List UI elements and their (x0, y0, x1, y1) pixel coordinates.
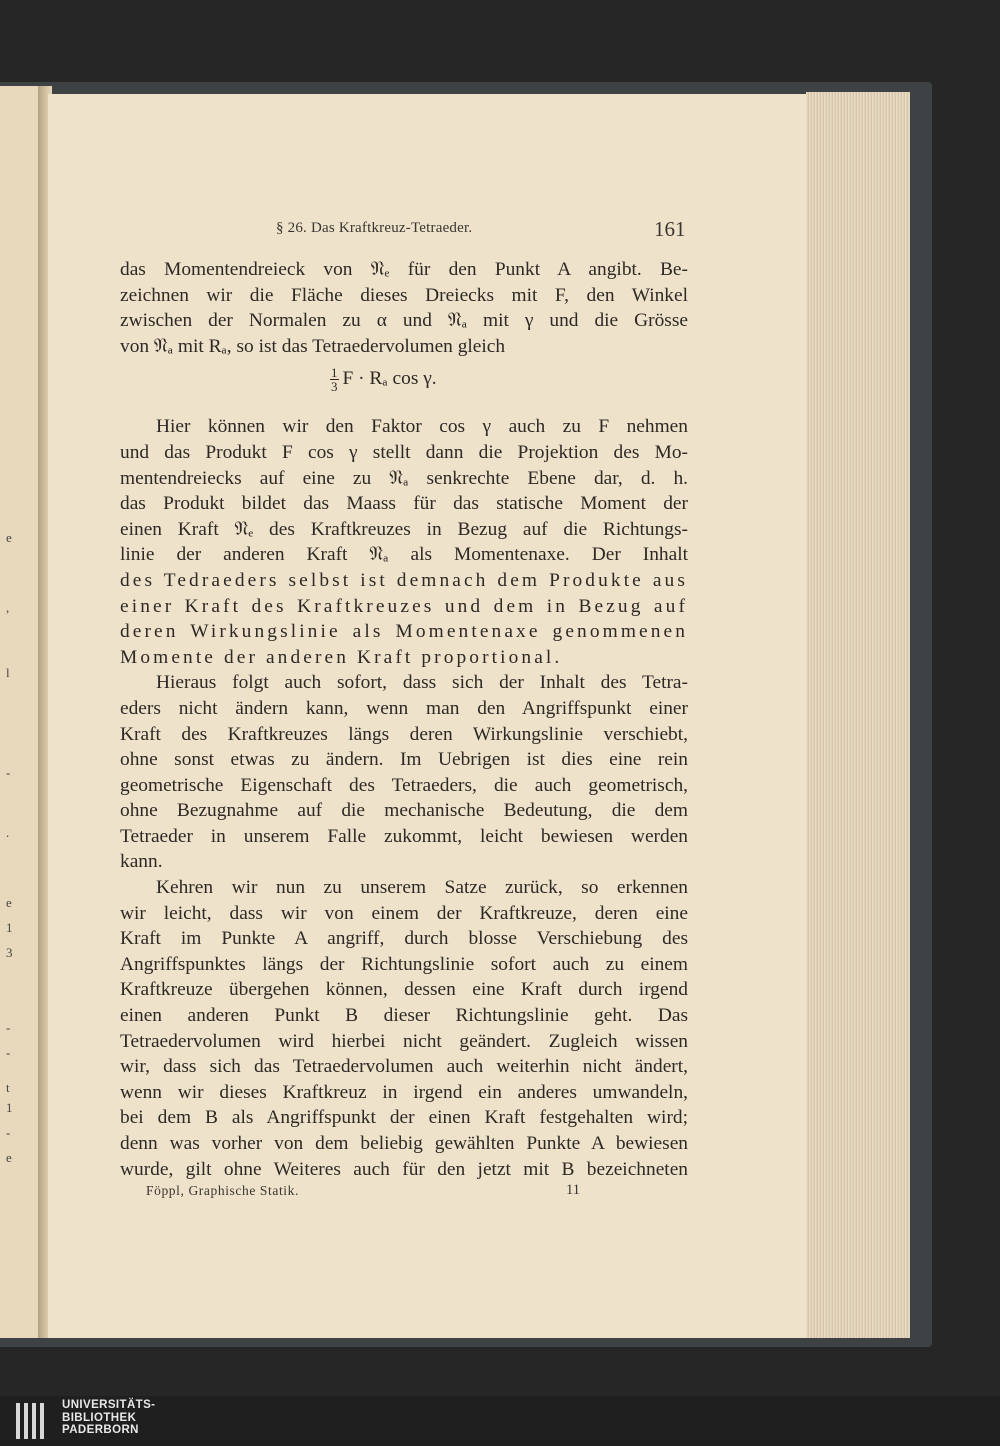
text-line: wir leicht, dass wir von einem der Kraftkreuze, deren eine (120, 902, 688, 924)
page-number: 161 (654, 217, 686, 241)
library-name-line: PADERBORN (62, 1424, 139, 1436)
text-line: Momente der anderen Kraft proportional. (120, 646, 563, 668)
margin-fragment: t (6, 1080, 10, 1095)
text-line: wenn wir dieses Kraftkreuz in irgend ein anderes umwandeln, (120, 1081, 688, 1103)
margin-fragment: . (6, 825, 10, 840)
page-edges (806, 92, 910, 1338)
text-line: einen anderen Punkt B dieser Richtungslinie geht. Das (120, 1005, 688, 1027)
text-line: und das Produkt F cos γ stellt dann die Projektion des Mo- (120, 441, 688, 463)
text-line: zwischen der Normalen zu α und 𝔑ₐ mit γ und die Grösse (120, 310, 688, 332)
fraction-numerator: 1 (331, 365, 338, 380)
library-name-line: BIBLIOTHEK (62, 1411, 137, 1424)
margin-fragment: 1 (6, 920, 13, 935)
text-line: Kraft des Kraftkreuzes längs deren Wirkungslinie verschiebt, (120, 723, 688, 745)
text-line: mentendreiecks auf eine zu 𝔑ₐ senkrechte Ebene dar, d. h. (120, 467, 688, 489)
text-line: bei dem B als Angriffspunkt der einen Kraft festgehalten wird; (120, 1107, 688, 1129)
margin-fragment: e (6, 895, 12, 910)
text-line: geometrische Eigenschaft des Tetraeders, die auch geometrisch, (120, 774, 688, 796)
page-footer (0, 1183, 1000, 1203)
text-line: von 𝔑ₐ mit Rₐ, so ist das Tetraedervolumen gleich (120, 335, 506, 357)
margin-fragment: e (6, 530, 12, 545)
margin-fragment: 3 (6, 945, 13, 960)
text-line: Kraft im Punkte A angriff, durch blosse Verschiebung des (120, 928, 688, 950)
text-line: linie der anderen Kraft 𝔑ₐ als Momentenaxe. Der Inhalt (120, 544, 688, 566)
text-line: Kraftkreuze übergehen können, dessen eine Kraft durch irgend (120, 979, 688, 1001)
margin-fragment: - (6, 1020, 11, 1035)
text-line: zeichnen wir die Fläche dieses Dreiecks mit F, den Winkel (120, 284, 688, 306)
library-name-line: UNIVERSITÄTS- (62, 1399, 156, 1411)
text-line: das Momentendreieck von 𝔑ₑ für den Punkt A angibt. Be- (120, 259, 688, 280)
text-line: einen Kraft 𝔑ₑ des Kraftkreuzes in Bezug auf die Richtungs- (120, 518, 688, 540)
footer-author-title: Föppl, Graphische Statik. (146, 1183, 299, 1198)
margin-fragment: l (6, 665, 10, 680)
fraction-denominator: 3 (331, 379, 338, 394)
text-line: Hier können wir den Faktor cos γ auch zu F nehmen (156, 416, 688, 438)
section-title: § 26. Das Kraftkreuz-Tetraeder. (276, 220, 473, 236)
running-header (0, 217, 1000, 250)
text-line: ohne Bezugnahme auf die mechanische Bedeutung, die dem (120, 800, 688, 822)
margin-fragment: - (6, 1125, 11, 1140)
text-line: kann. (120, 851, 163, 873)
text-line: ohne sonst etwas zu ändern. Im Uebrigen ist dies eine rein (120, 749, 688, 771)
margin-fragment: - (6, 1045, 11, 1060)
margin-fragment: e (6, 1150, 12, 1165)
text-line: deren Wirkungslinie als Momentenaxe genommenen (120, 621, 688, 643)
text-line: das Produkt bildet das Maass für das statische Moment der (120, 493, 688, 515)
signature-mark: 11 (566, 1182, 580, 1198)
margin-fragment: 1 (6, 1100, 13, 1115)
library-logo-icon (16, 1403, 52, 1441)
margin-fragment: , (6, 600, 10, 615)
text-line: Kehren wir nun zu unserem Satze zurück, so erkennen (156, 877, 688, 899)
text-line: wurde, gilt ohne Weiteres auch für den jetzt mit B bezeichneten (120, 1158, 688, 1180)
library-name (62, 1399, 155, 1437)
library-banner (0, 1396, 1000, 1446)
text-line: Tetraedervolumen wird hierbei nicht geändert. Zugleich wissen (120, 1030, 688, 1052)
text-line: Hieraus folgt auch sofort, dass sich der Inhalt des Tetra- (156, 672, 688, 694)
text-line: des Tedraeders selbst ist demnach dem Produkte aus (120, 569, 688, 591)
text-line: wir, dass sich das Tetraedervolumen auch weiterhin nicht ändert, (120, 1056, 688, 1078)
margin-fragment: - (6, 765, 11, 780)
tetrahedron-volume-formula (330, 366, 437, 400)
text-line: denn was vorher von dem beliebig gewählten Punkte A bewiesen (120, 1133, 688, 1154)
formula-expression: F · Rₐ cos γ. (342, 367, 437, 389)
text-line: einer Kraft des Kraftkreuzes und dem in Bezug auf (120, 595, 688, 617)
text-line: Tetraeder in unserem Falle zukommt, leicht bewiesen werden (120, 825, 688, 847)
text-line: eders nicht ändern kann, wenn man den Angriffspunkt einer (120, 697, 688, 719)
text-line: Angriffspunktes längs der Richtungslinie sofort auch zu einem (120, 953, 688, 975)
fraction-one-third (330, 366, 339, 393)
